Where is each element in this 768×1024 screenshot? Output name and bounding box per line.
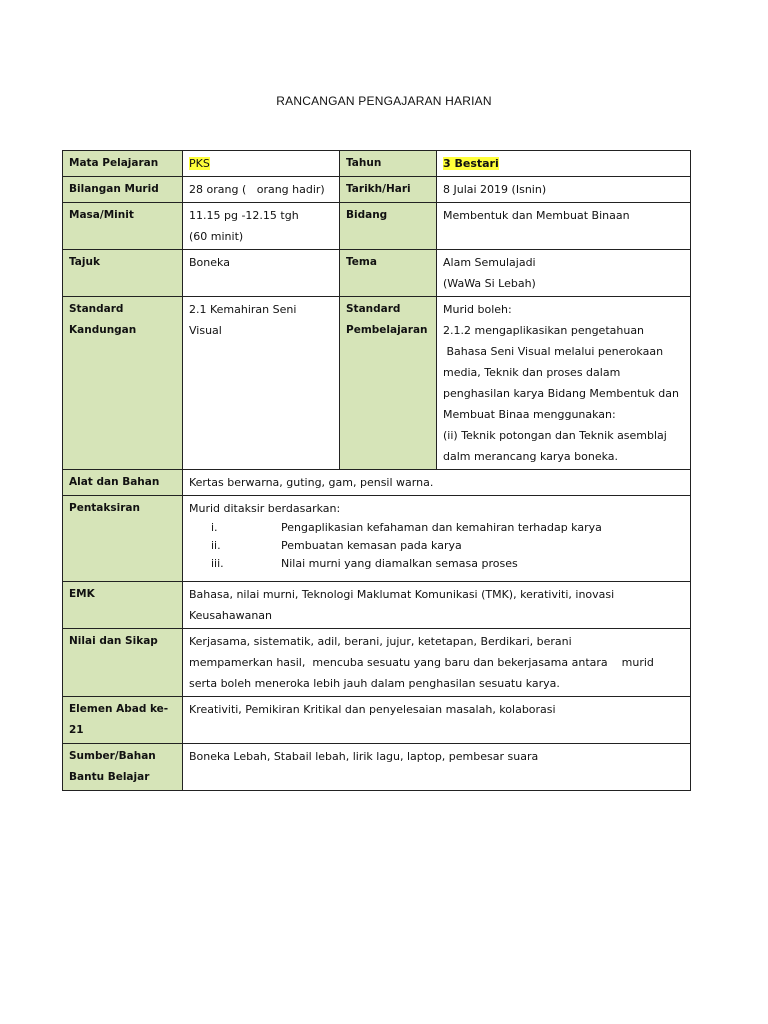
value-standard-kandungan <box>183 297 340 470</box>
value-emk <box>183 582 691 629</box>
table-row-emk <box>63 582 691 629</box>
label-line: Standard <box>69 303 124 315</box>
value-pentaksiran <box>183 496 691 582</box>
label-sumber-bahan <box>63 744 183 791</box>
label-line: Bantu Belajar <box>69 771 150 783</box>
label-emk: EMK <box>63 582 183 629</box>
label-line: Standard <box>346 303 401 315</box>
label-bilangan-murid: Bilangan Murid <box>63 177 183 203</box>
value-line: Murid boleh: <box>443 303 512 316</box>
value-line: serta boleh meneroka lebih jauh dalam penghasilan sesuatu karya. <box>189 677 560 690</box>
label-masa-minit: Masa/Minit <box>63 203 183 250</box>
value-line: penghasilan karya Bidang Membentuk dan <box>443 387 679 400</box>
table-row-21st-century <box>63 697 691 744</box>
value-standard-pembelajaran <box>437 297 691 470</box>
label-line: Kandungan <box>69 324 137 336</box>
list-item-number: i. <box>211 521 218 534</box>
value-sumber-bahan: Boneka Lebah, Stabail lebah, lirik lagu, laptop, pembesar suara <box>183 744 691 791</box>
label-mata-pelajaran: Mata Pelajaran <box>63 151 183 177</box>
value-bilangan-murid: 28 orang ( orang hadir) <box>183 177 340 203</box>
page-title: RANCANGAN PENGAJARAN HARIAN <box>276 94 492 108</box>
list-item-text: Nilai murni yang diamalkan semasa proses <box>281 557 518 570</box>
label-alat-bahan: Alat dan Bahan <box>63 470 183 496</box>
value-line: media, Teknik dan proses dalam <box>443 366 621 379</box>
list-item-number: iii. <box>211 557 224 570</box>
value-mata-pelajaran <box>183 151 340 177</box>
label-tajuk: Tajuk <box>63 250 183 297</box>
table-row-values <box>63 629 691 697</box>
label-standard-kandungan <box>63 297 183 470</box>
label-line: Pembelajaran <box>346 324 428 336</box>
value-line: 2.1.2 mengaplikasikan pengetahuan <box>443 324 645 337</box>
label-tema: Tema <box>340 250 437 297</box>
theme-main: Alam Semulajadi <box>443 256 536 269</box>
value-line: Kerjasama, sistematik, adil, berani, jujur, ketetapan, Berdikari, berani <box>189 635 572 648</box>
list-item <box>189 519 684 537</box>
table-row-resources <box>63 744 691 791</box>
label-tahun: Tahun <box>340 151 437 177</box>
value-tarikh-hari: 8 Julai 2019 (Isnin) <box>437 177 691 203</box>
value-tahun <box>437 151 691 177</box>
value-line: Bahasa, nilai murni, Teknologi Maklumat Komunikasi (TMK), kerativiti, inovasi <box>189 588 615 601</box>
time-range: 11.15 pg -12.15 tgh <box>189 209 299 222</box>
label-standard-pembelajaran <box>340 297 437 470</box>
value-line: (ii) Teknik potongan dan Teknik asemblaj <box>443 429 667 442</box>
subject-highlight: PKS <box>189 157 210 170</box>
label-pentaksiran: Pentaksiran <box>63 496 183 582</box>
label-elemen-abad <box>63 697 183 744</box>
list-item-text: Pembuatan kemasan pada karya <box>281 539 462 552</box>
value-line: Visual <box>189 324 222 337</box>
label-nilai-sikap: Nilai dan Sikap <box>63 629 183 697</box>
label-bidang: Bidang <box>340 203 437 250</box>
value-elemen-abad: Kreativiti, Pemikiran Kritikal dan penyelesaian masalah, kolaborasi <box>183 697 691 744</box>
value-line: 2.1 Kemahiran Seni <box>189 303 297 316</box>
lesson-plan-table <box>62 150 691 791</box>
list-item <box>189 537 684 555</box>
class-highlight: 3 Bestari <box>443 157 499 170</box>
value-line: Bahasa Seni Visual melalui penerokaan <box>443 345 664 358</box>
value-bidang: Membentuk dan Membuat Binaan <box>437 203 691 250</box>
value-line: Membuat Binaa menggunakan: <box>443 408 616 421</box>
label-line: Sumber/Bahan <box>69 750 156 762</box>
label-line: Elemen Abad ke- <box>69 703 169 715</box>
value-alat-bahan: Kertas berwarna, guting, gam, pensil warna. <box>183 470 691 496</box>
table-row-subject <box>63 151 691 177</box>
value-line: dalm merancang karya boneka. <box>443 450 619 463</box>
assessment-intro: Murid ditaksir berdasarkan: <box>189 502 341 515</box>
table-row-topic <box>63 250 691 297</box>
table-row-assessment <box>63 496 691 582</box>
value-line: Keusahawanan <box>189 609 273 622</box>
time-duration: (60 minit) <box>189 230 244 243</box>
value-nilai-sikap <box>183 629 691 697</box>
list-item <box>189 555 684 573</box>
list-item-text: Pengaplikasian kefahaman dan kemahiran terhadap karya <box>281 521 602 534</box>
table-row-time <box>63 203 691 250</box>
value-tema <box>437 250 691 297</box>
table-row-materials <box>63 470 691 496</box>
label-tarikh-hari: Tarikh/Hari <box>340 177 437 203</box>
value-masa-minit <box>183 203 340 250</box>
table-row-students <box>63 177 691 203</box>
theme-sub: (WaWa Si Lebah) <box>443 277 536 290</box>
value-tajuk: Boneka <box>183 250 340 297</box>
list-item-number: ii. <box>211 539 221 552</box>
label-line: 21 <box>69 724 84 736</box>
assessment-list <box>189 519 684 573</box>
table-row-standards <box>63 297 691 470</box>
value-line: mempamerkan hasil, mencuba sesuatu yang baru dan bekerjasama antara murid <box>189 656 654 669</box>
